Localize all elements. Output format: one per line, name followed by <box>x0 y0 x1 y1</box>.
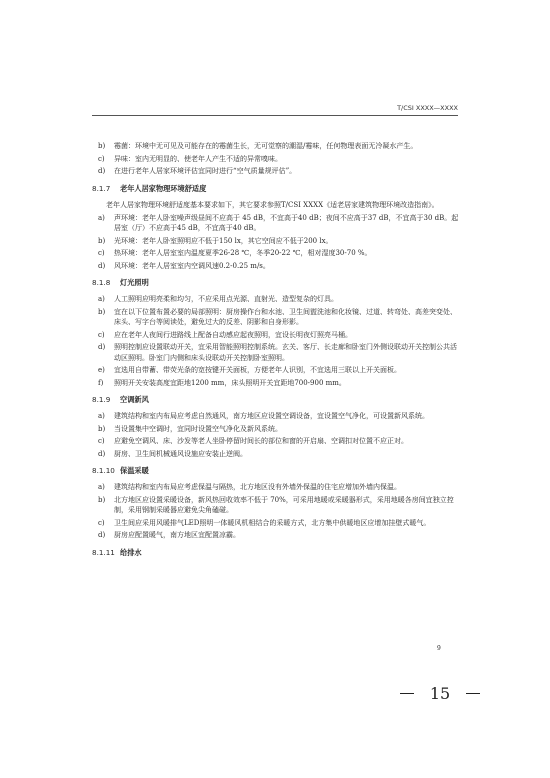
section-intro: 老年人居家物理环境舒适度基本要求如下，其它要求参照T/CSI XXXX《适老居家建筑物理环境改造指南》。 <box>106 200 439 209</box>
section-heading: 8.1.11 给排水 <box>92 547 142 557</box>
list-item: c) 热环境：老年人居室室内温度夏季26-28 ℃，冬季20-22 ℃，相对湿度30-70 %。 <box>98 249 372 257</box>
list-item: c) 应在老年人夜间行进路线上配备自动感应起夜照明，宜设长明夜灯照亮马桶。 <box>98 330 352 339</box>
list-item: b) 霉菌：环境中无可见及可能存在的霉菌生长，无可觉察的潮湿/霉味，任何物理表面无冷凝水产生。 <box>98 142 418 150</box>
list-item: b) 北方地区应设置采暖设备，新风热回收效率不低于 70%，可采用地暖或采暖器形式，采用地暖各房间宜独立控制，采用钢制采暖器应避免尖角磕碰。 <box>98 495 454 514</box>
section-heading: 8.1.7 老年人居家物理环境舒适度 <box>92 183 207 193</box>
standard-code: T/CSI XXXX—XXXX <box>397 104 458 112</box>
list-item: b) 宜在以下位置布置必要的局部照明：厨房操作台和水池、卫生间盥洗池和化妆镜、过道、转弯处、高差突变处、床头、写字台等阅读处，避免过大的反差、阴影和自身形影。 <box>98 307 457 326</box>
list-item: a) 声环境：老年人卧室噪声级昼间不应高于 45 dB，不宜高于40 dB；夜间不应高于37 dB，不宜高于30 dB。起居室（厅）不应高于45 dB，不宜高于40 dB。 <box>98 213 459 232</box>
list-item: d) 厨房应配置暖气，南方地区宜配置凉霸。 <box>98 531 240 539</box>
section-heading: 8.1.9 空调新风 <box>92 395 149 404</box>
page-number-text: 15 <box>429 684 451 703</box>
page-content <box>92 141 462 564</box>
list-item: a) 建筑结构和室内布局应考虑自然通风，南方地区应设置空调设备，宜设置空气净化，可设置新风系统。 <box>98 412 429 420</box>
list-item: d) 厨房、卫生间机械通风设施应安装止逆阀。 <box>98 449 247 458</box>
list-item: b) 光环境：老年人卧室照明应不低于150 lx，其它空间应不低于200 lx。 <box>98 236 333 245</box>
list-item: d) 在进行老年人居家环境评估宜同时进行“空气质量规评估”。 <box>98 167 297 175</box>
header-rule <box>92 115 458 116</box>
list-item: b) 当设置集中空调时，宜同时设置空气净化及新风系统。 <box>98 424 282 433</box>
section-heading: 8.1.8 灯光照明 <box>92 278 149 287</box>
list-item: c) 卫生间应采用风暖排气LED照明一体暖风机相结合的采暖方式，北方集中供暖地区应增加挂壁式暖气。 <box>98 518 431 527</box>
list-item: c) 异味：室内无明显的、使老年人产生不适的异常嗅味。 <box>98 154 282 163</box>
list-item: a) 人工照明应明亮柔和均匀，不应采用点光源、直射光、造型复杂的灯具。 <box>98 295 338 303</box>
list-item: d) 风环境：老年人居室室内空调风速0.2-0.25 m/s。 <box>98 261 270 270</box>
list-item: d) 照明控制应设置联动开关，宜采用智能照明控制系统。玄关、客厅、长走廊和卧室门外侧设联动开关控制公共活动区照明。卧室门内侧和床头设联动开关控制卧室照明。 <box>98 343 457 362</box>
list-item: c) 应避免空调风、床、沙发等老人坐卧停留时间长的部位和窗的开启扇、空调扣对位置不应正对。 <box>98 437 408 445</box>
list-item: e) 宜选用自带蓄、带荧光条的宽按键开关面板，方便老年人识别，不宜选用三联以上开关面板。 <box>98 366 401 374</box>
page-number-dash-right <box>466 693 480 694</box>
list-item: f) 照明开关安装高度宜距地1200 mm，床头照明开关宜距地700-900 mm。 <box>98 378 346 387</box>
page-number-dash-left <box>400 693 414 694</box>
section-heading: 8.1.10 保温采暖 <box>92 466 149 475</box>
list-item: a) 建筑结构和室内布局应考虑保温与隔热，北方地区没有外墙外保温的住宅应增加外墙内保温。 <box>98 483 401 491</box>
page-number <box>400 684 480 703</box>
folio-number: 9 <box>437 645 441 652</box>
